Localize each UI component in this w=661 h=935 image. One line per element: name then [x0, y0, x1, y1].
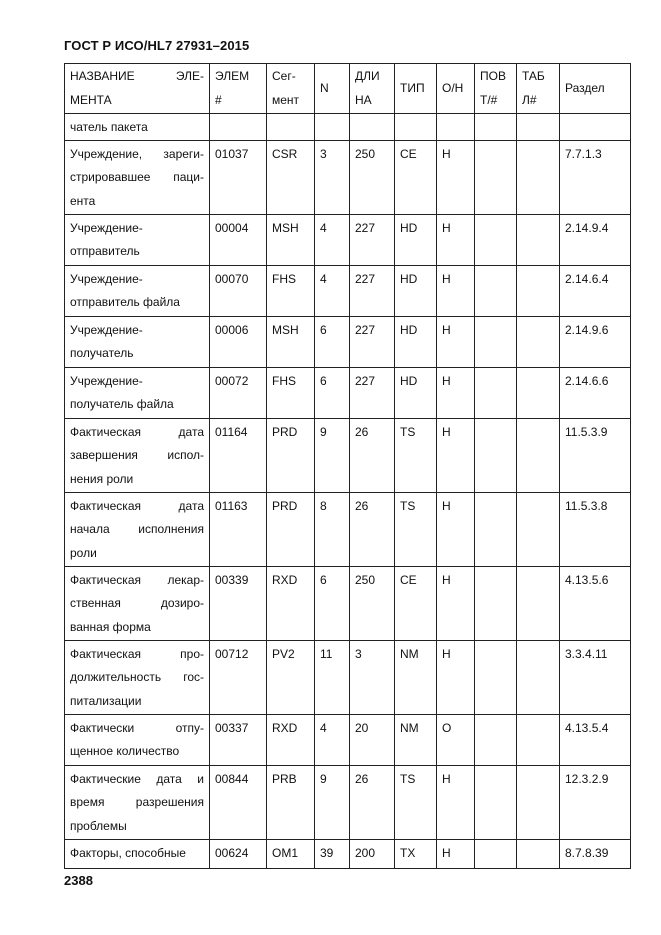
document-header: ГОСТ Р ИСО/HL7 27931–2015 — [64, 38, 250, 53]
cell-elem: 00070 — [210, 265, 267, 316]
cell-segment: CSR — [267, 140, 315, 214]
cell-name: Учреждение-получатель файла — [65, 367, 210, 418]
table-header-row — [65, 64, 631, 114]
cell-length: 227 — [350, 316, 395, 367]
cell-segment: PRD — [267, 492, 315, 566]
column-header-line: ДЛИ — [355, 69, 380, 83]
cell-type: HD — [395, 265, 437, 316]
cell-section: 2.14.6.6 — [560, 367, 631, 418]
cell-optionality: Н — [437, 566, 475, 640]
cell-repeat — [475, 714, 517, 765]
cell-length: 26 — [350, 418, 395, 492]
cell-type: CE — [395, 140, 437, 214]
table-row — [65, 765, 631, 839]
cell-table — [517, 492, 560, 566]
column-header-segment — [267, 64, 315, 114]
cell-type: TS — [395, 765, 437, 839]
cell-segment: MSH — [267, 214, 315, 265]
cell-length: 227 — [350, 214, 395, 265]
cell-elem: 01037 — [210, 140, 267, 214]
cell-length: 200 — [350, 839, 395, 868]
cell-table — [517, 316, 560, 367]
cell-elem: 00072 — [210, 367, 267, 418]
cell-section: 2.14.6.4 — [560, 265, 631, 316]
cell-optionality: Н — [437, 214, 475, 265]
column-header-line: О/Н — [442, 81, 464, 96]
cell-table — [517, 640, 560, 714]
cell-optionality: Н — [437, 640, 475, 714]
cell-n — [315, 114, 350, 141]
cell-segment — [267, 114, 315, 141]
cell-length: 26 — [350, 492, 395, 566]
cell-section: 4.13.5.4 — [560, 714, 631, 765]
cell-section: 4.13.5.6 — [560, 566, 631, 640]
cell-optionality: Н — [437, 765, 475, 839]
column-header-line: ТАБ — [522, 69, 545, 83]
cell-length: 250 — [350, 566, 395, 640]
column-header-line: N — [320, 81, 329, 96]
column-header-line: МЕНТА — [70, 92, 112, 107]
cell-repeat — [475, 492, 517, 566]
cell-elem: 00624 — [210, 839, 267, 868]
data-elements-table — [64, 63, 631, 869]
column-header-name — [65, 64, 210, 114]
cell-section: 3.3.4.11 — [560, 640, 631, 714]
column-header-line: ЭЛЕМ — [215, 69, 250, 83]
cell-name: Фактическая лекар-ственная дозиро-ванная форма — [65, 566, 210, 640]
cell-section: 12.3.2.9 — [560, 765, 631, 839]
cell-n: 6 — [315, 316, 350, 367]
column-header-line: ПОВ — [480, 69, 506, 83]
cell-segment: FHS — [267, 367, 315, 418]
cell-elem: 01163 — [210, 492, 267, 566]
cell-n: 3 — [315, 140, 350, 214]
table-row — [65, 418, 631, 492]
cell-type: TX — [395, 839, 437, 868]
column-header-line: НА — [355, 92, 372, 107]
cell-section: 2.14.9.4 — [560, 214, 631, 265]
cell-n: 6 — [315, 566, 350, 640]
cell-optionality: Н — [437, 492, 475, 566]
cell-repeat — [475, 265, 517, 316]
cell-table — [517, 839, 560, 868]
cell-repeat — [475, 839, 517, 868]
cell-repeat — [475, 214, 517, 265]
cell-length: 20 — [350, 714, 395, 765]
cell-type: TS — [395, 418, 437, 492]
cell-n: 4 — [315, 265, 350, 316]
cell-n: 39 — [315, 839, 350, 868]
table-row — [65, 140, 631, 214]
cell-table — [517, 714, 560, 765]
cell-repeat — [475, 367, 517, 418]
column-header-section — [560, 64, 631, 114]
column-header-line: НАЗВАНИЕ ЭЛЕ- — [70, 69, 204, 83]
cell-segment: PRD — [267, 418, 315, 492]
table-row — [65, 367, 631, 418]
table-row — [65, 214, 631, 265]
column-header-elem — [210, 64, 267, 114]
cell-segment: MSH — [267, 316, 315, 367]
cell-n: 11 — [315, 640, 350, 714]
cell-section — [560, 114, 631, 141]
cell-name: Учреждение-отправитель файла — [65, 265, 210, 316]
cell-section: 11.5.3.8 — [560, 492, 631, 566]
table-row — [65, 640, 631, 714]
column-header-length — [350, 64, 395, 114]
cell-name: Фактическая дата начала исполнения роли — [65, 492, 210, 566]
cell-optionality: Н — [437, 839, 475, 868]
cell-type: HD — [395, 214, 437, 265]
cell-segment: OM1 — [267, 839, 315, 868]
cell-repeat — [475, 316, 517, 367]
cell-repeat — [475, 418, 517, 492]
cell-name: Фактическая дата завершения испол-нения роли — [65, 418, 210, 492]
column-header-table — [517, 64, 560, 114]
cell-type: NM — [395, 640, 437, 714]
cell-n: 6 — [315, 367, 350, 418]
cell-table — [517, 114, 560, 141]
column-header-repeat — [475, 64, 517, 114]
cell-n: 4 — [315, 714, 350, 765]
cell-optionality: О — [437, 714, 475, 765]
cell-type: NM — [395, 714, 437, 765]
column-header-line: Сег- — [272, 69, 296, 83]
table-row — [65, 316, 631, 367]
cell-length: 227 — [350, 367, 395, 418]
cell-type: TS — [395, 492, 437, 566]
cell-segment: RXD — [267, 566, 315, 640]
table-row — [65, 714, 631, 765]
cell-type: CE — [395, 566, 437, 640]
column-header-line: ТИП — [400, 81, 425, 96]
table-row — [65, 839, 631, 868]
cell-optionality: Н — [437, 418, 475, 492]
cell-elem: 00337 — [210, 714, 267, 765]
cell-segment: FHS — [267, 265, 315, 316]
cell-repeat — [475, 765, 517, 839]
cell-elem: 00006 — [210, 316, 267, 367]
table-row — [65, 492, 631, 566]
cell-type: HD — [395, 367, 437, 418]
cell-type: HD — [395, 316, 437, 367]
cell-section: 2.14.9.6 — [560, 316, 631, 367]
table-row — [65, 566, 631, 640]
cell-segment: PRB — [267, 765, 315, 839]
cell-section: 7.7.1.3 — [560, 140, 631, 214]
cell-elem: 01164 — [210, 418, 267, 492]
cell-repeat — [475, 114, 517, 141]
cell-segment: PV2 — [267, 640, 315, 714]
cell-name: Учреждение, зареги-стрировавшее паци-ента — [65, 140, 210, 214]
cell-type — [395, 114, 437, 141]
cell-n: 9 — [315, 765, 350, 839]
cell-table — [517, 765, 560, 839]
column-header-line: мент — [272, 92, 300, 107]
cell-optionality: Н — [437, 265, 475, 316]
cell-n: 4 — [315, 214, 350, 265]
cell-length: 26 — [350, 765, 395, 839]
cell-optionality — [437, 114, 475, 141]
cell-elem: 00712 — [210, 640, 267, 714]
column-header-line: # — [215, 92, 222, 107]
cell-table — [517, 140, 560, 214]
cell-elem: 00844 — [210, 765, 267, 839]
column-header-type — [395, 64, 437, 114]
cell-n: 9 — [315, 418, 350, 492]
cell-name: Фактическая про-должительность гос-питализации — [65, 640, 210, 714]
cell-name: Факторы, способные — [65, 839, 210, 868]
cell-name: Учреждение-отправитель — [65, 214, 210, 265]
cell-name: Учреждение-получатель — [65, 316, 210, 367]
cell-repeat — [475, 566, 517, 640]
cell-section: 11.5.3.9 — [560, 418, 631, 492]
cell-repeat — [475, 140, 517, 214]
cell-elem: 00004 — [210, 214, 267, 265]
cell-table — [517, 265, 560, 316]
cell-optionality: Н — [437, 316, 475, 367]
cell-optionality: Н — [437, 367, 475, 418]
cell-table — [517, 367, 560, 418]
cell-length — [350, 114, 395, 141]
cell-segment: RXD — [267, 714, 315, 765]
cell-elem: 00339 — [210, 566, 267, 640]
cell-elem — [210, 114, 267, 141]
cell-name: Фактические дата и время разрешения проблемы — [65, 765, 210, 839]
cell-section: 8.7.8.39 — [560, 839, 631, 868]
cell-name: Фактически отпу-щенное количество — [65, 714, 210, 765]
cell-length: 3 — [350, 640, 395, 714]
column-header-n — [315, 64, 350, 114]
cell-name: чатель пакета — [65, 114, 210, 141]
column-header-optionality — [437, 64, 475, 114]
page-number: 2388 — [64, 873, 93, 888]
column-header-line: Т/# — [480, 92, 498, 107]
table-row — [65, 265, 631, 316]
cell-repeat — [475, 640, 517, 714]
cell-length: 227 — [350, 265, 395, 316]
cell-n: 8 — [315, 492, 350, 566]
cell-table — [517, 418, 560, 492]
column-header-line: Раздел — [565, 81, 605, 96]
cell-length: 250 — [350, 140, 395, 214]
table-row — [65, 114, 631, 141]
column-header-line: Л# — [522, 92, 537, 107]
cell-table — [517, 566, 560, 640]
cell-optionality: Н — [437, 140, 475, 214]
cell-table — [517, 214, 560, 265]
